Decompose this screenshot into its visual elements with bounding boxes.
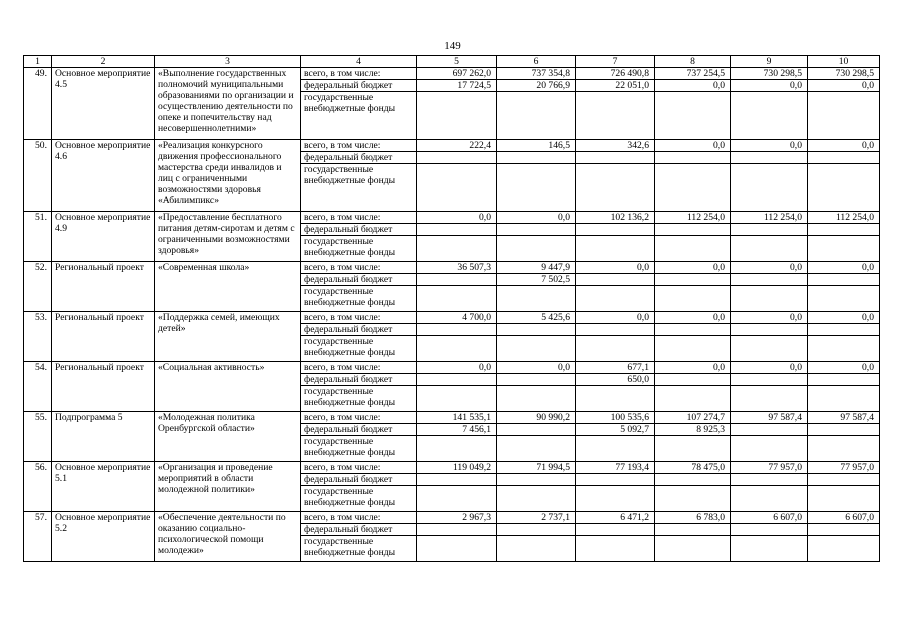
amount-cell: 90 990,2	[497, 412, 576, 424]
amount-cell	[417, 224, 497, 236]
amount-cell	[731, 236, 808, 262]
amount-cell	[417, 536, 497, 562]
amount-cell	[417, 274, 497, 286]
amount-cell: 71 994,5	[497, 462, 576, 474]
amount-cell	[497, 536, 576, 562]
amount-cell	[731, 436, 808, 462]
row-index: 50.	[24, 140, 52, 212]
amount-cell	[731, 474, 808, 486]
amount-cell	[497, 236, 576, 262]
amount-cell	[497, 474, 576, 486]
funding-source: государственные внебюджетные фонды	[301, 436, 417, 462]
row-index: 51.	[24, 212, 52, 262]
column-header: 2	[52, 56, 155, 68]
table-row	[24, 140, 880, 152]
row-index: 52.	[24, 262, 52, 312]
measure-type: Основное мероприятие 4.5	[52, 68, 155, 140]
amount-cell: 0,0	[731, 140, 808, 152]
page-number: 149	[444, 40, 461, 52]
amount-cell	[808, 324, 880, 336]
amount-cell	[497, 92, 576, 140]
amount-cell	[808, 274, 880, 286]
amount-cell	[576, 92, 655, 140]
measure-name: «Предоставление бесплатного питания детям-сиротам и детям с ограниченными возможностями здоровья»	[155, 212, 301, 262]
amount-cell: 737 254,5	[655, 68, 731, 80]
amount-cell	[731, 274, 808, 286]
amount-cell: 7 456,1	[417, 424, 497, 436]
amount-cell	[497, 152, 576, 164]
funding-source: всего, в том числе:	[301, 362, 417, 374]
amount-cell	[808, 474, 880, 486]
funding-source: всего, в том числе:	[301, 312, 417, 324]
amount-cell: 222,4	[417, 140, 497, 152]
amount-cell: 0,0	[655, 312, 731, 324]
amount-cell: 737 354,8	[497, 68, 576, 80]
amount-cell	[576, 436, 655, 462]
amount-cell: 112 254,0	[808, 212, 880, 224]
amount-cell	[655, 486, 731, 512]
funding-source: всего, в том числе:	[301, 140, 417, 152]
funding-source: государственные внебюджетные фонды	[301, 286, 417, 312]
amount-cell: 0,0	[497, 212, 576, 224]
amount-cell	[576, 486, 655, 512]
measure-name: «Молодежная политика Оренбургской области»	[155, 412, 301, 462]
amount-cell: 0,0	[655, 362, 731, 374]
row-index: 57.	[24, 512, 52, 562]
amount-cell	[417, 374, 497, 386]
column-header: 6	[497, 56, 576, 68]
amount-cell	[417, 152, 497, 164]
amount-cell: 0,0	[731, 80, 808, 92]
amount-cell	[808, 486, 880, 512]
amount-cell: 112 254,0	[655, 212, 731, 224]
amount-cell: 0,0	[417, 212, 497, 224]
amount-cell	[655, 374, 731, 386]
amount-cell: 5 425,6	[497, 312, 576, 324]
amount-cell	[808, 152, 880, 164]
amount-cell	[417, 286, 497, 312]
amount-cell	[576, 386, 655, 412]
amount-cell: 7 502,5	[497, 274, 576, 286]
amount-cell	[417, 336, 497, 362]
amount-cell	[808, 224, 880, 236]
amount-cell: 17 724,5	[417, 80, 497, 92]
funding-source: федеральный бюджет	[301, 152, 417, 164]
amount-cell: 97 587,4	[731, 412, 808, 424]
amount-cell	[576, 336, 655, 362]
amount-cell: 102 136,2	[576, 212, 655, 224]
amount-cell: 730 298,5	[731, 68, 808, 80]
amount-cell	[808, 436, 880, 462]
amount-cell: 112 254,0	[731, 212, 808, 224]
funding-source: государственные внебюджетные фонды	[301, 486, 417, 512]
measure-name: «Поддержка семей, имеющих детей»	[155, 312, 301, 362]
funding-source: федеральный бюджет	[301, 524, 417, 536]
row-index: 56.	[24, 462, 52, 512]
amount-cell	[497, 374, 576, 386]
amount-cell: 8 925,3	[655, 424, 731, 436]
column-header: 3	[155, 56, 301, 68]
measure-type: Региональный проект	[52, 312, 155, 362]
amount-cell	[731, 152, 808, 164]
amount-cell	[808, 374, 880, 386]
row-index: 49.	[24, 68, 52, 140]
amount-cell	[731, 336, 808, 362]
funding-source: государственные внебюджетные фонды	[301, 386, 417, 412]
amount-cell: 119 049,2	[417, 462, 497, 474]
amount-cell: 342,6	[576, 140, 655, 152]
amount-cell: 0,0	[731, 262, 808, 274]
amount-cell	[497, 324, 576, 336]
funding-source: федеральный бюджет	[301, 324, 417, 336]
funding-source: государственные внебюджетные фонды	[301, 336, 417, 362]
amount-cell: 77 193,4	[576, 462, 655, 474]
amount-cell	[576, 324, 655, 336]
amount-cell: 0,0	[497, 362, 576, 374]
funding-source: государственные внебюджетные фонды	[301, 236, 417, 262]
funding-source: федеральный бюджет	[301, 80, 417, 92]
amount-cell	[655, 92, 731, 140]
measure-name: «Реализация конкурсного движения профессионального мастерства среди инвалидов и лиц с ограниченными возможностями здоровья «Абилимпикс»	[155, 140, 301, 212]
amount-cell: 0,0	[808, 262, 880, 274]
amount-cell: 0,0	[655, 80, 731, 92]
amount-cell: 100 535,6	[576, 412, 655, 424]
amount-cell	[731, 324, 808, 336]
measure-type: Основное мероприятие 4.6	[52, 140, 155, 212]
amount-cell: 6 783,0	[655, 512, 731, 524]
amount-cell	[808, 164, 880, 212]
amount-cell: 2 737,1	[497, 512, 576, 524]
amount-cell: 0,0	[731, 362, 808, 374]
amount-cell: 697 262,0	[417, 68, 497, 80]
amount-cell	[417, 474, 497, 486]
amount-cell: 20 766,9	[497, 80, 576, 92]
amount-cell	[576, 164, 655, 212]
amount-cell	[417, 524, 497, 536]
amount-cell	[808, 386, 880, 412]
amount-cell: 9 447,9	[497, 262, 576, 274]
funding-source: федеральный бюджет	[301, 274, 417, 286]
budget-table	[23, 55, 880, 562]
measure-type: Региональный проект	[52, 262, 155, 312]
funding-source: государственные внебюджетные фонды	[301, 92, 417, 140]
amount-cell	[655, 324, 731, 336]
table-row	[24, 412, 880, 424]
column-header: 1	[24, 56, 52, 68]
amount-cell: 0,0	[417, 362, 497, 374]
amount-cell: 22 051,0	[576, 80, 655, 92]
amount-cell	[497, 286, 576, 312]
funding-source: государственные внебюджетные фонды	[301, 164, 417, 212]
amount-cell: 0,0	[808, 312, 880, 324]
table-row	[24, 312, 880, 324]
amount-cell: 0,0	[808, 140, 880, 152]
amount-cell: 77 957,0	[731, 462, 808, 474]
row-index: 53.	[24, 312, 52, 362]
amount-cell	[655, 164, 731, 212]
amount-cell	[576, 236, 655, 262]
amount-cell: 0,0	[576, 262, 655, 274]
measure-type: Основное мероприятие 4.9	[52, 212, 155, 262]
amount-cell	[655, 236, 731, 262]
amount-cell	[417, 324, 497, 336]
funding-source: федеральный бюджет	[301, 424, 417, 436]
amount-cell	[576, 274, 655, 286]
amount-cell	[731, 164, 808, 212]
amount-cell	[808, 286, 880, 312]
amount-cell	[731, 374, 808, 386]
amount-cell	[576, 286, 655, 312]
measure-type: Основное мероприятие 5.2	[52, 512, 155, 562]
table-row	[24, 362, 880, 374]
amount-cell: 2 967,3	[417, 512, 497, 524]
amount-cell	[576, 474, 655, 486]
funding-source: федеральный бюджет	[301, 374, 417, 386]
amount-cell	[655, 536, 731, 562]
amount-cell: 77 957,0	[808, 462, 880, 474]
amount-cell: 6 607,0	[808, 512, 880, 524]
amount-cell	[731, 386, 808, 412]
amount-cell: 677,1	[576, 362, 655, 374]
amount-cell	[497, 424, 576, 436]
amount-cell	[576, 152, 655, 164]
amount-cell: 0,0	[655, 140, 731, 152]
amount-cell	[655, 274, 731, 286]
amount-cell: 0,0	[576, 312, 655, 324]
measure-type: Подпрограмма 5	[52, 412, 155, 462]
amount-cell	[497, 436, 576, 462]
amount-cell	[808, 236, 880, 262]
measure-type: Основное мероприятие 5.1	[52, 462, 155, 512]
amount-cell	[731, 424, 808, 436]
amount-cell	[731, 486, 808, 512]
amount-cell	[808, 536, 880, 562]
funding-source: всего, в том числе:	[301, 212, 417, 224]
funding-source: федеральный бюджет	[301, 474, 417, 486]
column-header: 7	[576, 56, 655, 68]
funding-source: всего, в том числе:	[301, 462, 417, 474]
amount-cell	[655, 224, 731, 236]
amount-cell: 0,0	[731, 312, 808, 324]
amount-cell	[417, 92, 497, 140]
amount-cell: 0,0	[655, 262, 731, 274]
table-row	[24, 212, 880, 224]
amount-cell: 0,0	[808, 362, 880, 374]
amount-cell	[731, 224, 808, 236]
amount-cell	[655, 286, 731, 312]
measure-name: «Современная школа»	[155, 262, 301, 312]
column-header: 10	[808, 56, 880, 68]
table-row	[24, 68, 880, 80]
amount-cell: 141 535,1	[417, 412, 497, 424]
amount-cell	[808, 524, 880, 536]
funding-source: государственные внебюджетные фонды	[301, 536, 417, 562]
amount-cell	[808, 92, 880, 140]
amount-cell	[655, 152, 731, 164]
amount-cell	[417, 236, 497, 262]
amount-cell	[808, 336, 880, 362]
column-header: 9	[731, 56, 808, 68]
table-row	[24, 512, 880, 524]
funding-source: всего, в том числе:	[301, 262, 417, 274]
measure-name: «Организация и проведение мероприятий в области молодежной политики»	[155, 462, 301, 512]
column-header: 5	[417, 56, 497, 68]
amount-cell: 726 490,8	[576, 68, 655, 80]
measure-name: «Обеспечение деятельности по оказанию социально-психологической помощи молодежи»	[155, 512, 301, 562]
amount-cell	[655, 474, 731, 486]
amount-cell	[497, 336, 576, 362]
amount-cell	[731, 524, 808, 536]
amount-cell	[808, 424, 880, 436]
amount-cell: 78 475,0	[655, 462, 731, 474]
column-header: 4	[301, 56, 417, 68]
amount-cell	[417, 486, 497, 512]
measure-name: «Социальная активность»	[155, 362, 301, 412]
amount-cell: 4 700,0	[417, 312, 497, 324]
amount-cell	[655, 336, 731, 362]
column-header: 8	[655, 56, 731, 68]
amount-cell: 730 298,5	[808, 68, 880, 80]
amount-cell: 5 092,7	[576, 424, 655, 436]
row-index: 55.	[24, 412, 52, 462]
row-index: 54.	[24, 362, 52, 412]
measure-type: Региональный проект	[52, 362, 155, 412]
amount-cell: 6 471,2	[576, 512, 655, 524]
amount-cell	[417, 436, 497, 462]
amount-cell: 97 587,4	[808, 412, 880, 424]
amount-cell	[655, 436, 731, 462]
amount-cell: 0,0	[808, 80, 880, 92]
amount-cell	[731, 286, 808, 312]
amount-cell: 107 274,7	[655, 412, 731, 424]
amount-cell: 650,0	[576, 374, 655, 386]
amount-cell	[417, 164, 497, 212]
amount-cell	[497, 524, 576, 536]
measure-name: «Выполнение государственных полномочий муниципальными образованиями по организации и осуществлению деятельности по опеке и попечительству над несовершеннолетними»	[155, 68, 301, 140]
amount-cell	[576, 536, 655, 562]
amount-cell	[497, 486, 576, 512]
amount-cell: 36 507,3	[417, 262, 497, 274]
amount-cell	[655, 524, 731, 536]
amount-cell	[576, 224, 655, 236]
table-row	[24, 262, 880, 274]
funding-source: федеральный бюджет	[301, 224, 417, 236]
amount-cell	[731, 92, 808, 140]
funding-source: всего, в том числе:	[301, 412, 417, 424]
funding-source: всего, в том числе:	[301, 512, 417, 524]
amount-cell	[576, 524, 655, 536]
amount-cell: 146,5	[497, 140, 576, 152]
amount-cell	[655, 386, 731, 412]
amount-cell: 6 607,0	[731, 512, 808, 524]
amount-cell	[731, 536, 808, 562]
column-number-row	[24, 56, 880, 68]
amount-cell	[497, 224, 576, 236]
funding-source: всего, в том числе:	[301, 68, 417, 80]
amount-cell	[497, 164, 576, 212]
amount-cell	[417, 386, 497, 412]
amount-cell	[497, 386, 576, 412]
table-row	[24, 462, 880, 474]
